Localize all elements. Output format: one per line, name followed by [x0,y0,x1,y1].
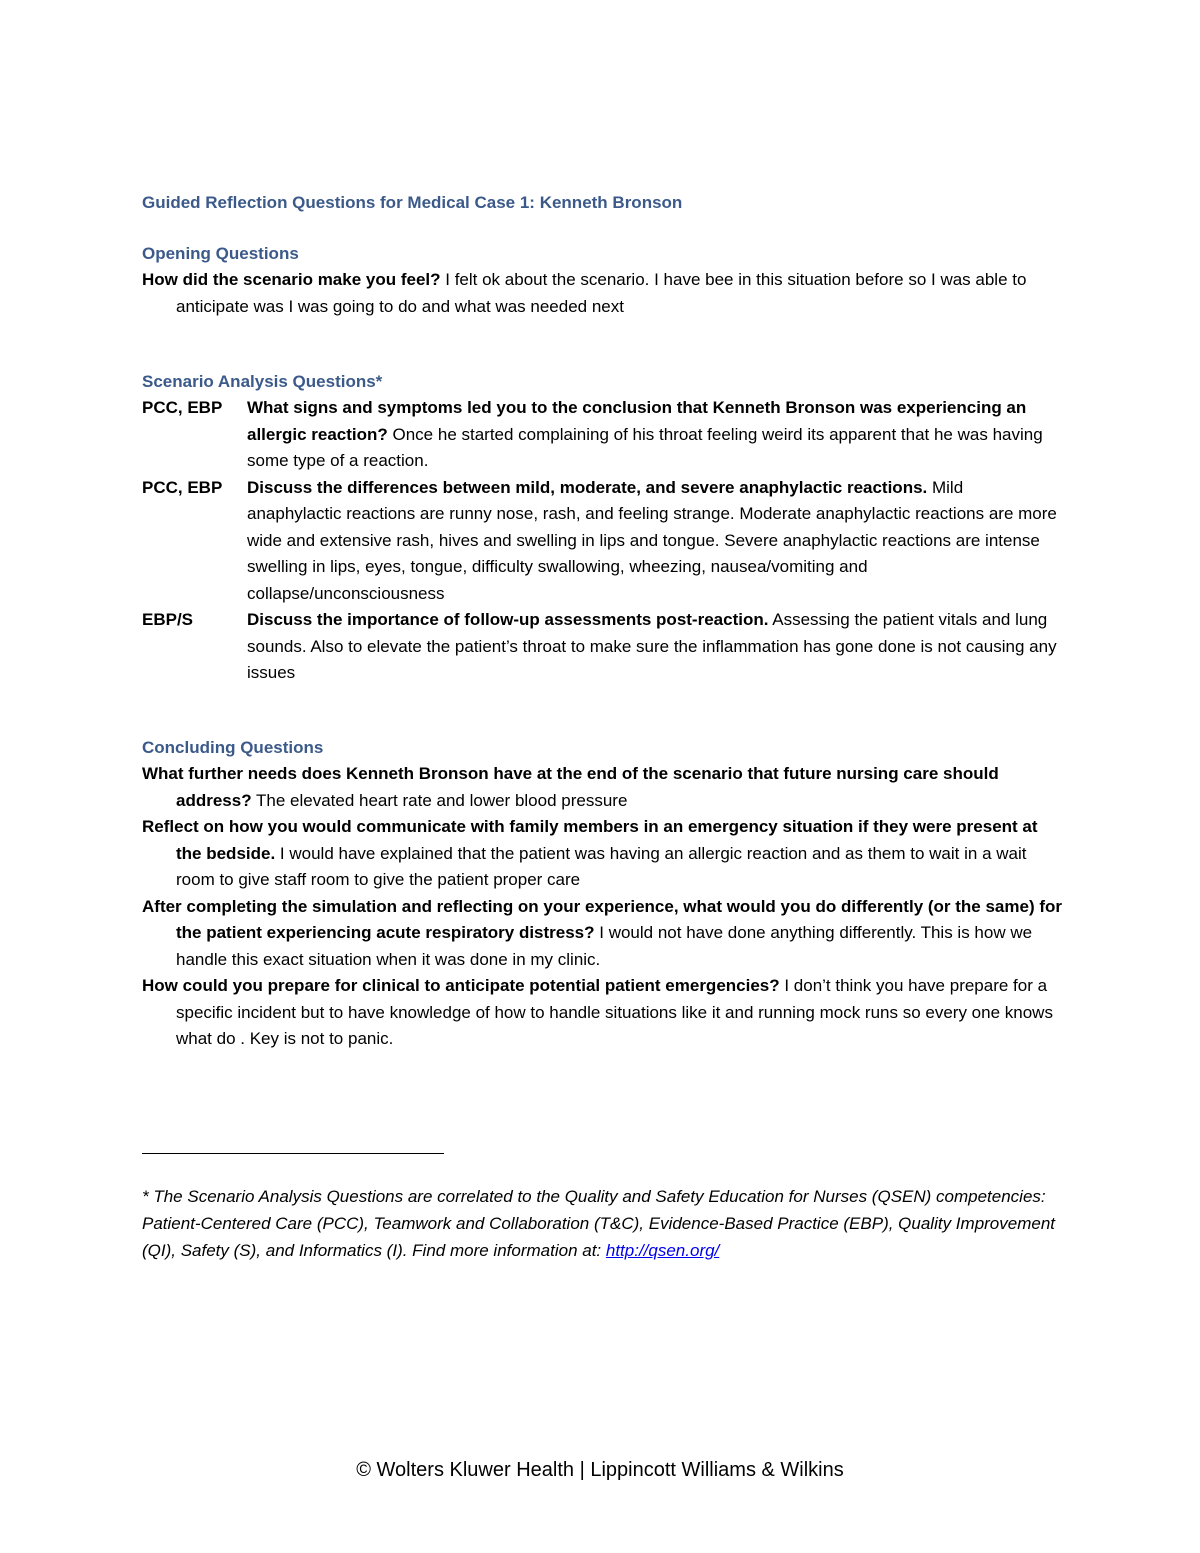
opening-section [142,241,1062,320]
analysis-item [142,475,1062,608]
analysis-answer: Mild anaphylactic reactions are runny nose, rash, and feeling strange. Moderate anaphylactic reactions are more wide and extensive rash, hives and swelling in lips and tongue. Severe anaphylactic reactions are intense swelling in lips, eyes, tongue, difficulty swallowing, wheezing, nausea/vomiting and collapse/unconsciousness [247,477,1057,603]
concluding-item [142,973,1062,1053]
concluding-heading: Concluding Questions [142,738,324,757]
analysis-heading: Scenario Analysis Questions* [142,372,383,391]
concluding-question: After completing the simulation and reflecting on your experience, what would you do differently (or the same) for the patient experiencing acute respiratory distress? [142,896,1063,942]
analysis-question: What signs and symptoms led you to the conclusion that Kenneth Bronson was experiencing an allergic reaction? [247,398,1027,444]
footnote-divider [142,1153,444,1154]
qsen-tag: PCC, EBP [142,477,223,497]
analysis-item [142,607,1062,687]
concluding-item [142,814,1062,894]
analysis-answer: Assessing the patient vitals and lung sounds. Also to elevate the patient’s throat to make sure the inflammation has gone done is not causing any issues [247,610,1057,682]
copyright-footer: © Wolters Kluwer Health | Lippincott Williams & Wilkins [356,1459,844,1481]
footnote [142,1183,1062,1264]
opening-heading: Opening Questions [142,244,299,263]
opening-answer: I felt ok about the scenario. I have bee in this situation before so I was able to anticipate was I was going to do and what was needed next [176,270,1027,316]
concluding-question: How could you prepare for clinical to anticipate potential patient emergencies? [142,976,780,995]
analysis-answer: Once he started complaining of his throat feeling weird its apparent that he was having some type of a reaction. [247,424,1043,470]
analysis-item [142,395,1062,475]
concluding-item [142,761,1062,814]
concluding-answer: I don’t think you have prepare for a specific incident but to have knowledge of how to handle situations like it and running mock runs so every one knows what do . Key is not to panic. [176,976,1053,1048]
concluding-item [142,894,1062,974]
opening-item [142,267,1062,320]
concluding-section [142,735,1062,1053]
footnote-text: * The Scenario Analysis Questions are correlated to the Quality and Safety Education for Nurses (QSEN) competencies: Patient-Centered Care (PCC), Teamwork and Collaboration (T&C), Evidence-Based Practice (EBP), Quality Improvement (QI), Safety (S), and Informatics (I). Find more information at: [142,1187,1056,1260]
qsen-tag: EBP/S [142,610,194,629]
concluding-question: What further needs does Kenneth Bronson have at the end of the scenario that future nursing care should address? [142,764,999,810]
qsen-link[interactable]: http://qsen.org/ [605,1241,720,1260]
qsen-tag: PCC, EBP [142,398,223,417]
concluding-question: Reflect on how you would communicate with family members in an emergency situation if they were present at the bedside. [142,817,1038,863]
concluding-answer: I would not have done anything differently. This is how we handle this exact situation when it was done in my clinic. [176,923,1033,969]
document-title: Guided Reflection Questions for Medical Case 1: Kenneth Bronson [142,193,683,212]
analysis-question: Discuss the importance of follow-up assessments post-reaction. [247,610,769,629]
analysis-question: Discuss the differences between mild, moderate, and severe anaphylactic reactions. [247,477,928,497]
opening-question: How did the scenario make you feel? [142,270,441,289]
concluding-answer: The elevated heart rate and lower blood pressure [251,790,628,810]
analysis-section [142,369,1062,687]
concluding-answer: I would have explained that the patient was having an allergic reaction and as them to wait in a wait room to give staff room to give the patient proper care [176,843,1027,889]
